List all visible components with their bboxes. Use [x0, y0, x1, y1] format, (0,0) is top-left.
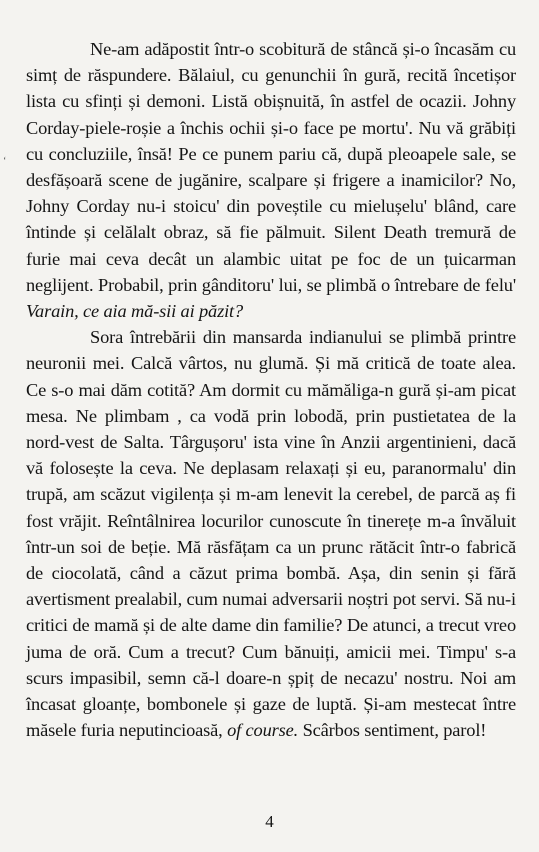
margin-speck: ‘	[3, 156, 7, 167]
body-text	[26, 36, 516, 743]
paragraph-2-italic-phrase: of course.	[227, 720, 299, 741]
paragraph-2-closing: Scârbos sentiment, parol!	[298, 720, 487, 741]
paragraph-1-italic-question: Varain, ce aia mă-sii ai păzit?	[26, 301, 244, 322]
paragraph-1	[26, 36, 516, 324]
paragraph-2	[26, 324, 516, 743]
paragraph-2-text: Sora întrebării din mansarda indianului se plimbă printre neuronii mei. Calcă vârtos, nu glumă. Și mă critică de toate alea. Ce s-o mai dăm cotită? Am dormit cu mămăliga-n gură și-am picat mesa. Ne plimbam , ca vodă prin lobodă, prin pustietatea de la nord-vest de Salta. Târgușoru' ista vine în Anzii argentinieni, dacă vă folosește la ceva. Ne deplasam relaxați și eu, paranormalu' din trupă, am scăzut vigilența și m-am lenevit la cerebel, de parcă aș fi fost vrăjit. Reîntâlnirea locurilor cunoscute în tinerețe m-a învăluit într-un soi de beție. Mă răsfățam ca un prunc rătăcit într-o fabrică de ciocolată, când a căzut prima bombă. Așa, din senin și fără avertisment prealabil, cum numai adversarii noștri pot servi. Să nu-i critici de mamă și de alte dame din familie? De atunci, a trecut vreo juma de oră. Cum a trecut? Cum bănuiți, amicii mei. Timpu' s-a scurs impasibil, semn că-l doare-n șpiț de necazu' nostru. Noi am încasat gloanțe, bombonele și gaze de luptă. Și-am mestecat între măsele furia neputincioasă,	[26, 327, 516, 741]
page-number: 4	[265, 812, 274, 831]
paragraph-1-text: Ne-am adăpostit într-o scobitură de stâncă și-o încasăm cu simț de răspundere. Bălaiul, cu genunchii în gură, recită încetișor lista cu sfinți și demoni. Listă obișnuită, în astfel de ocazii. Johny Corday-piele-roșie a închis ochii și-o face pe mortu'. Nu vă grăbiți cu concluziile, însă! Pe ce punem pariu că, după pleoapele sale, se desfășoară scene de jugănire, scalpare și frigere a inamicilor? No, Johny Corday nu-i stoicu' din poveștile cu mielușelu' blând, care întinde și celălalt obraz, să fie pălmuit. Silent Death tremură de furie mai ceva decât un alambic uitat pe foc de un țuicarman neglijent. Probabil, prin gânditoru' lui, se plimbă o întrebare de felu'	[26, 39, 516, 295]
